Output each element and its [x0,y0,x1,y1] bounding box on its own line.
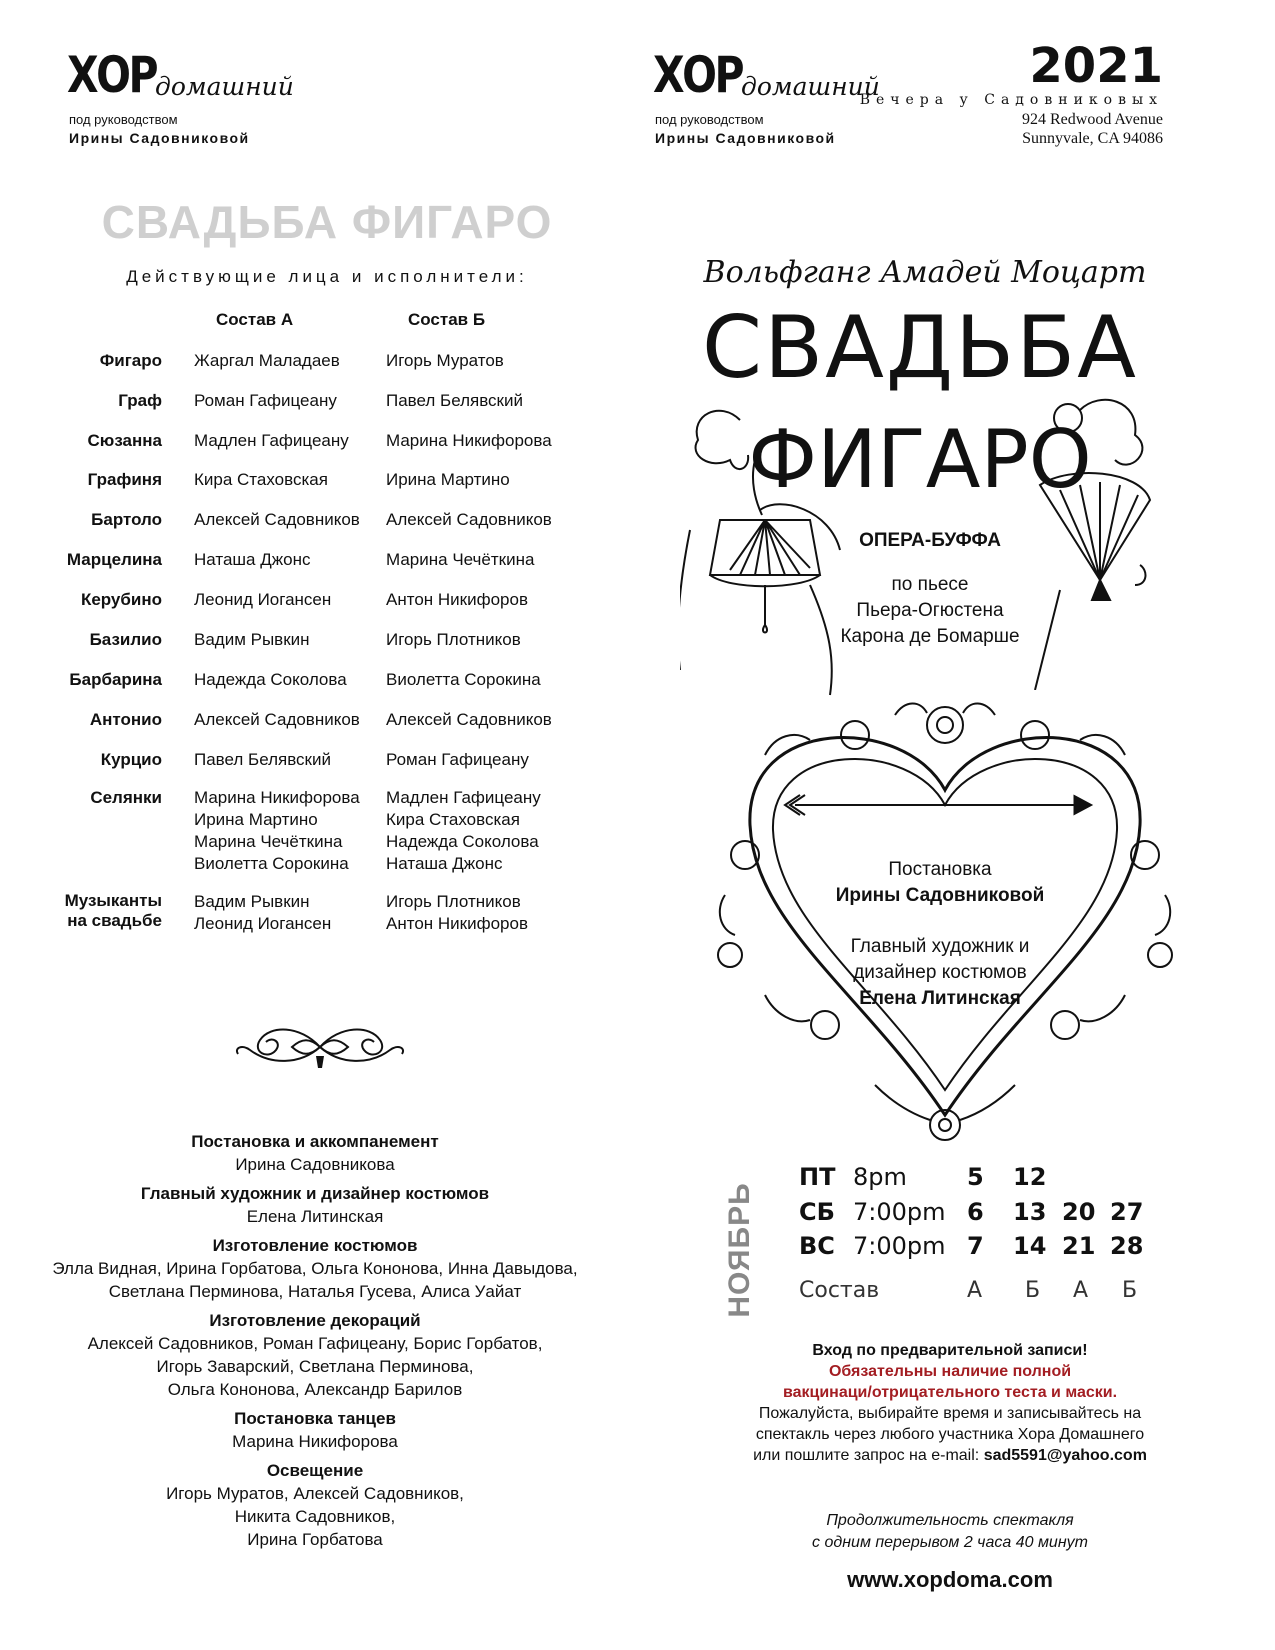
cast-a-actor: Мадлен Гафицеану [194,431,349,450]
role-name: Керубино [80,590,162,609]
staging-label: Постановка [888,859,992,880]
credit-body: Елена Литинская [246,1207,384,1226]
credit-heading: Постановка и аккомпанемент [191,1132,439,1151]
role-name: Фигаро [99,351,162,370]
logo-sub1: под руководством [655,112,764,127]
role-name-part: на свадьбе [67,911,162,930]
cast-a-actor: Алексей Садовников [194,710,360,729]
cast-b-actor: Алексей Садовников [386,710,552,729]
evenings-title: Вечера у Садовниковых [859,92,1163,108]
notice-line: спектакль через любого участника Хора Домашнего [755,1426,1145,1443]
role-name: Сюзанна [87,431,162,450]
role-name: Антонио [89,710,162,729]
left-title: СВАДЬБА ФИГАРО [101,196,553,248]
cast-b-header: Состав Б [408,310,486,329]
schedule-time: 7:00pm [853,1198,946,1226]
opera-type: ОПЕРА-БУФФА [859,530,1001,551]
poster-title-line-1: СВАДЬБА [702,298,1138,398]
schedule-date: 6 [967,1198,984,1226]
logo-script: домашний [741,72,880,101]
credit-body: Марина Никифорова [232,1432,398,1451]
cast-a-actor: Вадим Рывкин [194,630,310,649]
logo-sub1: под руководством [69,112,178,127]
role-name [2,891,162,931]
poster-title-line-2: ФИГАРО [748,413,1092,506]
role-name: Базилио [89,630,162,649]
cast-a-actor: Роман Гафицеану [194,391,337,410]
notice-line: Пожалуйста, выбирайте время и записывайтесь на [758,1405,1142,1422]
schedule-day: ВС [799,1232,835,1260]
cast-a-actor: Жаргал Маладаев [194,351,340,370]
cast-a-actor: Марина Никифорова [194,788,360,807]
notice [720,1340,1180,1466]
schedule-date: 28 [1110,1232,1144,1260]
artist-name: Елена Литинская [859,988,1021,1009]
credit-heading: Изготовление костюмов [212,1236,418,1255]
notice-line: Вход по предварительной записи! [812,1342,1088,1359]
schedule-time: 7:00pm [853,1232,946,1260]
credits [40,1130,590,1557]
cast-b-actor: Марина Никифорова [386,431,552,450]
ornament-divider-icon [230,1020,410,1075]
schedule-date: 12 [1013,1163,1047,1191]
role-name: Граф [118,391,162,410]
notice-red-line: Обязательны наличие полной [828,1363,1072,1380]
credit-body: Ирина Садовникова [235,1155,395,1174]
credit-heading: Освещение [266,1461,364,1480]
cast-b-actor: Мадлен Гафицеану [386,788,541,807]
cast-a-actor: Павел Белявский [194,750,331,769]
logo-left [67,46,327,150]
cast-a-actor: Кира Стаховская [194,470,328,489]
cast-b-actor: Марина Чечёткина [386,550,535,569]
schedule-date: 20 [1062,1198,1096,1226]
schedule-date: 14 [1013,1232,1047,1260]
credit-body: Элла Видная, Ирина Горбатова, Ольга Кононова, Инна Давыдова, Светлана Перминова, Наталья Гусева, Алиса Уайат [52,1259,578,1301]
logo-sub2: Ирины Садовниковой [655,130,836,146]
role-name: Курцио [100,750,162,769]
staging-name: Ирины Садовниковой [835,885,1045,906]
cast-a-actor: Леонид Иогансен [194,914,332,933]
cast-b-actor: Наташа Джонс [386,854,503,873]
play-line: Карона де Бомарше [840,626,1020,647]
cast-a-actor: Марина Чечёткина [194,832,343,851]
role-name: Барбарина [69,670,162,689]
artist-line: Главный художник и [850,936,1030,957]
duration [720,1510,1180,1554]
play-source [780,572,1080,650]
email-link[interactable]: sad5591@yahoo.com [983,1447,1147,1464]
role-name: Графиня [87,470,162,489]
notice-email-prefix: или пошлите запрос на e-mail: [753,1447,980,1464]
role-name-part: Музыканты [64,891,162,910]
cast-a-actor: Алексей Садовников [194,510,360,529]
play-line: Пьера-Огюстена [856,600,1004,621]
year: 2021 [1029,38,1163,94]
cast-a-actor: Надежда Соколова [194,670,347,689]
cast-a-actor: Ирина Мартино [194,810,318,829]
notice-red-line: вакцинаци/отрицательного теста и маски. [782,1384,1118,1401]
address-line-2: Sunnyvale, CA 94086 [1022,130,1163,147]
logo-sub2: Ирины Садовниковой [69,130,250,146]
address-line-1: 924 Redwood Avenue [1021,111,1163,128]
schedule-day: СБ [799,1198,835,1226]
schedule-date: 7 [967,1232,984,1260]
staging-credit [790,857,1090,909]
play-line: по пьесе [891,574,969,595]
cast-a-actor: Виолетта Сорокина [194,854,349,873]
cast-b-actor: Виолетта Сорокина [386,670,541,689]
schedule-date: 13 [1013,1198,1047,1226]
cast-b-actor: Антон Никифоров [386,914,528,933]
artist-credit [790,934,1090,1012]
credit-heading: Главный художник и дизайнер костюмов [140,1184,490,1203]
credit-body: Игорь Муратов, Алексей Садовников, Никита Садовников, Ирина Горбатова [166,1484,464,1549]
website-link[interactable]: www.xopdoma.com [847,1567,1053,1592]
logo-script: домашний [155,72,294,101]
cast-b-actor: Павел Белявский [386,391,523,410]
artist-line: дизайнер костюмов [853,962,1027,983]
cast-label: Состав [799,1278,880,1303]
cast-a-actor: Наташа Джонс [194,550,311,569]
schedule-time: 8pm [853,1163,907,1191]
cast-b-actor: Игорь Муратов [386,351,504,370]
cast-code: А [1073,1278,1089,1303]
month-label [720,1175,760,1325]
credit-heading: Изготовление декораций [209,1311,421,1330]
role-name: Марцелина [66,550,162,569]
credit-body: Алексей Садовников, Роман Гафицеану, Борис Горбатов, Игорь Заварский, Светлана Перминова, Ольга Кононова, Александр Барилов [87,1334,543,1399]
cast-b-actor: Роман Гафицеану [386,750,529,769]
role-name: Селянки [90,788,162,807]
cast-code: Б [1122,1278,1138,1303]
composer-name: Вольфганг Амадей Моцарт [703,255,1147,290]
role-name: Бартоло [91,510,162,529]
schedule-date: 21 [1062,1232,1096,1260]
cast-b-actor: Антон Никифоров [386,590,528,609]
cast-a-actor: Леонид Иогансен [194,590,332,609]
cast-b-actor: Игорь Плотников [386,892,521,911]
logo-main: ХОР [653,46,743,104]
notice-line [720,1445,1180,1466]
schedule-date: 27 [1110,1198,1144,1226]
cast-b-actor: Кира Стаховская [386,810,520,829]
cast-heading: Действующие лица и исполнители: [126,267,528,286]
schedule-day: ПТ [799,1163,836,1191]
cast-a-actor: Вадим Рывкин [194,892,310,911]
cast-b-actor: Ирина Мартино [386,470,510,489]
month-text: НОЯБРЬ [723,1182,756,1318]
cast-b-actor: Надежда Соколова [386,832,539,851]
credit-heading: Постановка танцев [234,1409,396,1428]
cast-b-actor: Алексей Садовников [386,510,552,529]
cast-b-actor: Игорь Плотников [386,630,521,649]
floral-heart-frame-icon [705,695,1185,1145]
logo-main: ХОР [67,46,157,104]
cast-code: А [967,1278,983,1303]
cast-code: Б [1025,1278,1041,1303]
duration-line: Продолжительность спектакля [826,1512,1074,1529]
cast-a-header: Состав А [216,310,294,329]
duration-line: с одним перерывом 2 часа 40 минут [812,1534,1088,1551]
schedule-date: 5 [967,1163,984,1191]
